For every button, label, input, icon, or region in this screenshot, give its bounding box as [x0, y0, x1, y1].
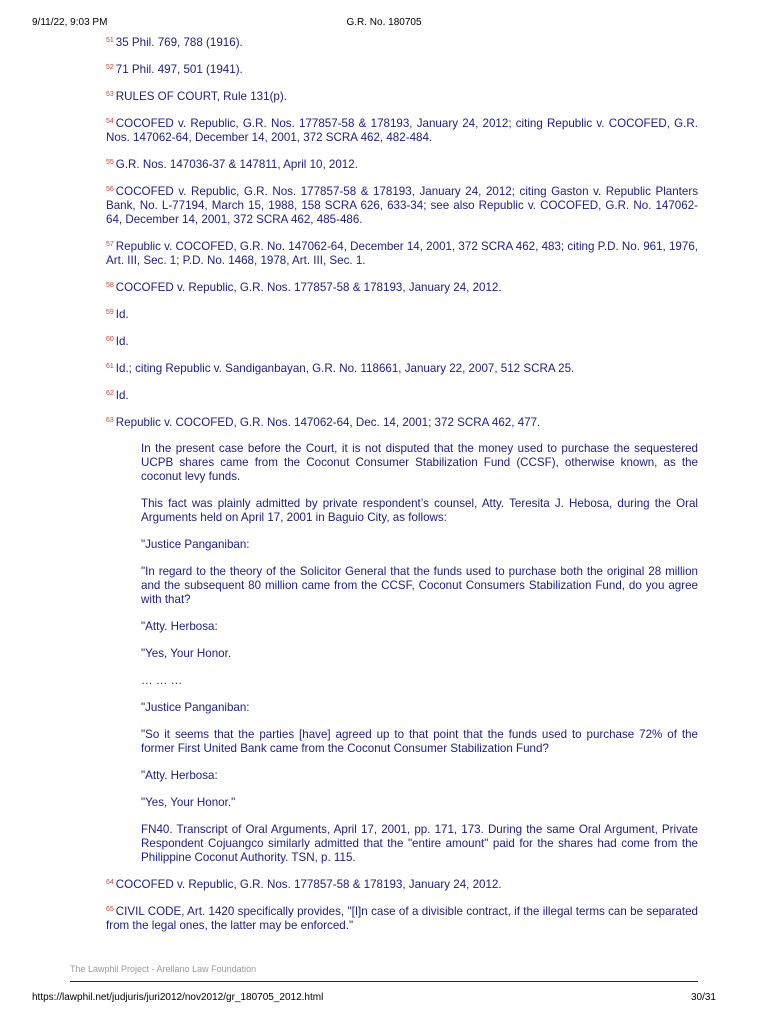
block-quote: [141, 442, 698, 865]
footnote-number[interactable]: 56: [106, 186, 114, 193]
footnote-number[interactable]: 59: [106, 309, 114, 316]
footnote: [106, 240, 698, 268]
footnote: [106, 905, 698, 933]
footnote-number[interactable]: 62: [106, 390, 114, 397]
footnote-text: Id.: [115, 335, 129, 348]
footnote-text: Republic v. COCOFED, G.R. No. 147062-64, December 14, 2001, 372 SCRA 462, 483; citing P.D. No. 961, 1976, Art. III, Sec. 1; P.D. No. 1468, 1978, Art. III, Sec. 1.: [106, 240, 698, 267]
print-datetime: 9/11/22, 9:03 PM: [32, 17, 108, 28]
footnote-text: COCOFED v. Republic, G.R. Nos. 177857-58 & 178193, January 24, 2012; citing Republic v. COCOFED, G.R. Nos. 147062-64, December 14, 2001, 372 SCRA 462, 482-484.: [106, 117, 698, 144]
quote-paragraph: "Atty. Herbosa:: [141, 769, 218, 782]
quote-paragraph: "In regard to the theory of the Solicitor General that the funds used to purchase both the original 28 million and the subsequent 80 million came from the CCSF, Coconut Consumers Stabilization Fund, do you agree with that?: [141, 565, 698, 606]
quote-paragraph: In the present case before the Court, it is not disputed that the money used to purchase the sequestered UCPB shares came from the Coconut Consumer Stabilization Fund (CCSF), otherwise known, as the coconut levy funds.: [141, 442, 698, 483]
footnote: [106, 117, 698, 145]
footnote: [106, 36, 698, 50]
footnote: [106, 158, 698, 172]
footnote: [106, 308, 698, 322]
quote-paragraph: "Yes, Your Honor.: [141, 647, 232, 660]
footnote-text: Id.: [115, 308, 129, 321]
footnote: [106, 63, 698, 77]
footnote-number[interactable]: 54: [106, 118, 114, 125]
footnote-number[interactable]: 57: [106, 241, 114, 248]
site-credit: The Lawphil Project - Arellano Law Foundation: [70, 964, 257, 974]
quote-paragraph: "Atty. Herbosa:: [141, 620, 218, 633]
print-title: G.R. No. 180705: [346, 17, 422, 28]
footnote-number[interactable]: 64: [106, 879, 114, 886]
footnote-text: G.R. Nos. 147036-37 & 147811, April 10, 2012.: [115, 158, 358, 171]
footnote: [106, 281, 698, 295]
footer-divider: [70, 981, 698, 982]
footnote: [106, 878, 698, 892]
quote-paragraph: "Justice Panganiban:: [141, 701, 250, 714]
footnote: [106, 362, 698, 376]
footnotes-section: [106, 36, 698, 946]
footnote-text: 35 Phil. 769, 788 (1916).: [115, 36, 243, 49]
footnote-text: Id.: [115, 389, 129, 402]
footnote: [106, 185, 698, 227]
footnote-number[interactable]: 53: [106, 91, 114, 98]
footnote: [106, 416, 698, 430]
quote-paragraph: "So it seems that the parties [have] agreed up to that point that the funds used to purchase 72% of the former First United Bank came from the Coconut Consumer Stabilization Fund?: [141, 728, 698, 755]
footnote-list-after: [106, 878, 698, 933]
footnote-number[interactable]: 58: [106, 282, 114, 289]
footnote-number[interactable]: 61: [106, 363, 114, 370]
footnote: [106, 389, 698, 403]
quote-paragraph: … … …: [141, 674, 183, 687]
footnote-text: RULES OF COURT, Rule 131(p).: [115, 90, 287, 103]
footnote-number[interactable]: 51: [106, 37, 114, 44]
footnote-text: COCOFED v. Republic, G.R. Nos. 177857-58 & 178193, January 24, 2012.: [115, 878, 502, 891]
footnote-number[interactable]: 52: [106, 64, 114, 71]
footnote-number[interactable]: 60: [106, 336, 114, 343]
footnote-text: COCOFED v. Republic, G.R. Nos. 177857-58 & 178193, January 24, 2012; citing Gaston v. Republic Planters Bank, No. L-77194, March 15, 1988, 158 SCRA 626, 633-34; see also Republic v. COCOFED, G.R. No. 147062-64, December 14, 2001, 372 SCRA 462, 485-486.: [106, 185, 698, 226]
footnote: [106, 335, 698, 349]
footnote-number[interactable]: 65: [106, 906, 114, 913]
page-url: https://lawphil.net/judjuris/juri2012/nov2012/gr_180705_2012.html: [32, 992, 324, 1003]
print-header: [0, 17, 768, 31]
page-number: 30/31: [690, 992, 716, 1003]
footnote-text: COCOFED v. Republic, G.R. Nos. 177857-58 & 178193, January 24, 2012.: [115, 281, 502, 294]
footnote-text: CIVIL CODE, Art. 1420 specifically provides, "[I]n case of a divisible contract, if the illegal terms can be separated from the legal ones, the latter may be enforced.": [106, 905, 698, 932]
quote-paragraph: "Justice Panganiban:: [141, 538, 250, 551]
footnote-text: Id.; citing Republic v. Sandiganbayan, G.R. No. 118661, January 22, 2007, 512 SCRA 25.: [115, 362, 575, 375]
footnote-number[interactable]: 55: [106, 159, 114, 166]
quote-paragraph: FN40. Transcript of Oral Arguments, April 17, 2001, pp. 171, 173. During the same Oral Argument, Private Respondent Cojuangco similarly admitted that the "entire amount" paid for the shares had come from the Philippine Coconut Authority. TSN, p. 115.: [141, 823, 698, 864]
quote-paragraph: "Yes, Your Honor.": [141, 796, 236, 809]
footnote: [106, 90, 698, 104]
footnote-number[interactable]: 63: [106, 417, 114, 424]
footnote-text: Republic v. COCOFED, G.R. Nos. 147062-64, Dec. 14, 2001; 372 SCRA 462, 477.: [115, 416, 541, 429]
footnote-text: 71 Phil. 497, 501 (1941).: [115, 63, 243, 76]
print-footer: [0, 992, 768, 1006]
footnote-list: [106, 36, 698, 430]
quote-paragraph: This fact was plainly admitted by private respondent’s counsel, Atty. Teresita J. Hebosa, during the Oral Arguments held on April 17, 2001 in Baguio City, as follows:: [141, 497, 698, 524]
